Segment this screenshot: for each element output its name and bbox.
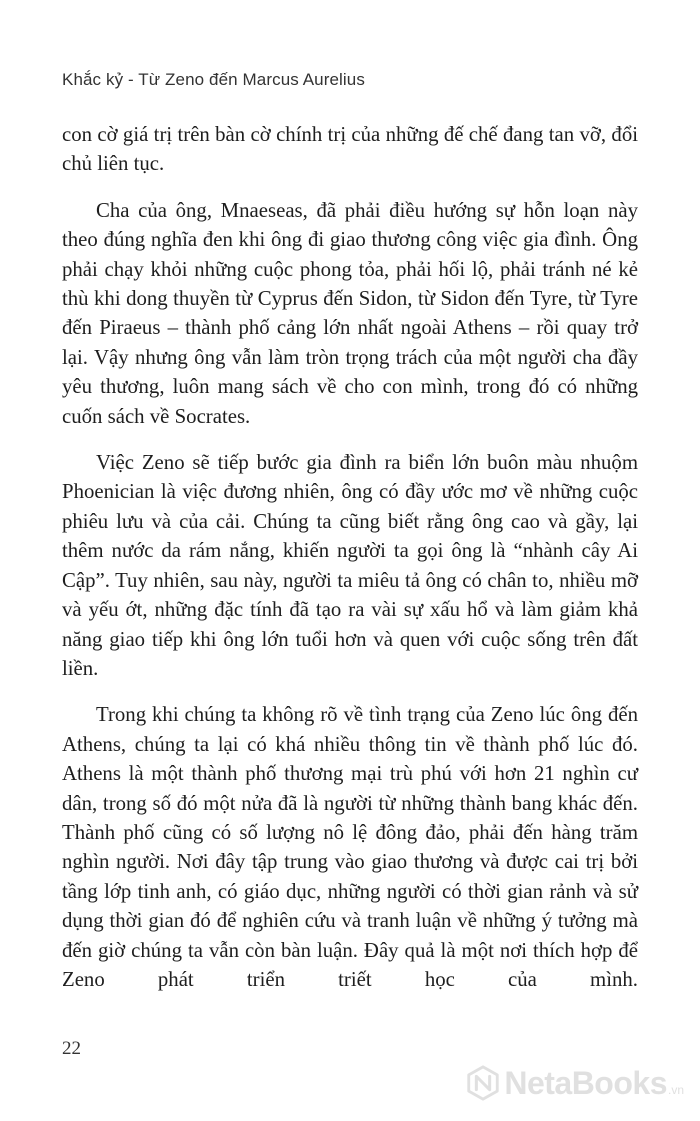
netabooks-logo-icon [464,1064,502,1102]
paragraph-mnaeseas: Cha của ông, Mnaeseas, đã phải điều hướng sự hỗn loạn này theo đúng nghĩa đen khi ông đi giao thương công việc gia đình. Ông phải chạy khỏi những cuộc phong tỏa, phải hối lộ, phải tránh né kẻ thù khi dong thuyền từ Cyprus đến Sidon, từ Sidon đến Tyre, từ Tyre đến Piraeus – thành phố cảng lớn nhất ngoài Athens – rồi quay trở lại. Vậy nhưng ông vẫn làm tròn trọng trách của một người cha đầy yêu thương, luôn mang sách về cho con mình, trong đó có những cuốn sách về Socrates. [62,198,638,428]
paragraph-zeno-youth: Việc Zeno sẽ tiếp bước gia đình ra biển lớn buôn màu nhuộm Phoenician là việc đương nhiên, ông có đầy ước mơ về những cuộc phiêu lưu và của cải. Chúng ta cũng biết rằng ông cao và gầy, lại thêm nước da rám nắng, khiến người ta gọi ông là “nhành cây Ai Cập”. Tuy nhiên, sau này, người ta miêu tả ông có chân to, nhiều mỡ và yếu ớt, những đặc tính đã tạo ra vài sự xấu hổ và làm giảm khả năng giao tiếp khi ông lớn tuổi hơn và quen với cuộc sống trên đất liền. [62,451,638,680]
watermark-brand: NetaBooks [504,1064,667,1101]
page-number: 22 [62,1038,81,1059]
body-text [62,120,638,994]
watermark-suffix: .vn [667,1083,684,1097]
watermark [464,1064,684,1102]
running-header: Khắc kỷ - Từ Zeno đến Marcus Aurelius [62,70,365,89]
paragraph-continuation: con cờ giá trị trên bàn cờ chính trị của những đế chế đang tan vỡ, đổi chủ liên tục. [62,123,638,176]
paragraph-athens: Trong khi chúng ta không rõ về tình trạng của Zeno lúc ông đến Athens, chúng ta lại có khá nhiều thông tin về thành phố lúc đó. Athens là một thành phố thương mại trù phú với hơn 21 nghìn cư dân, trong số đó một nửa đã là người từ những thành bang khác đến. Thành phố cũng có số lượng nô lệ đông đảo, phải đến hàng trăm nghìn người. Nơi đây tập trung vào giao thương và được cai trị bởi tầng lớp tinh anh, có giáo dục, những người có thời gian rảnh và sử dụng thời gian đó để nghiên cứu và tranh luận về những ý tưởng mà đến giờ chúng ta vẫn còn bàn luận. Đây quả là một nơi thích hợp để Zeno phát triển triết học của mình. [62,703,638,991]
